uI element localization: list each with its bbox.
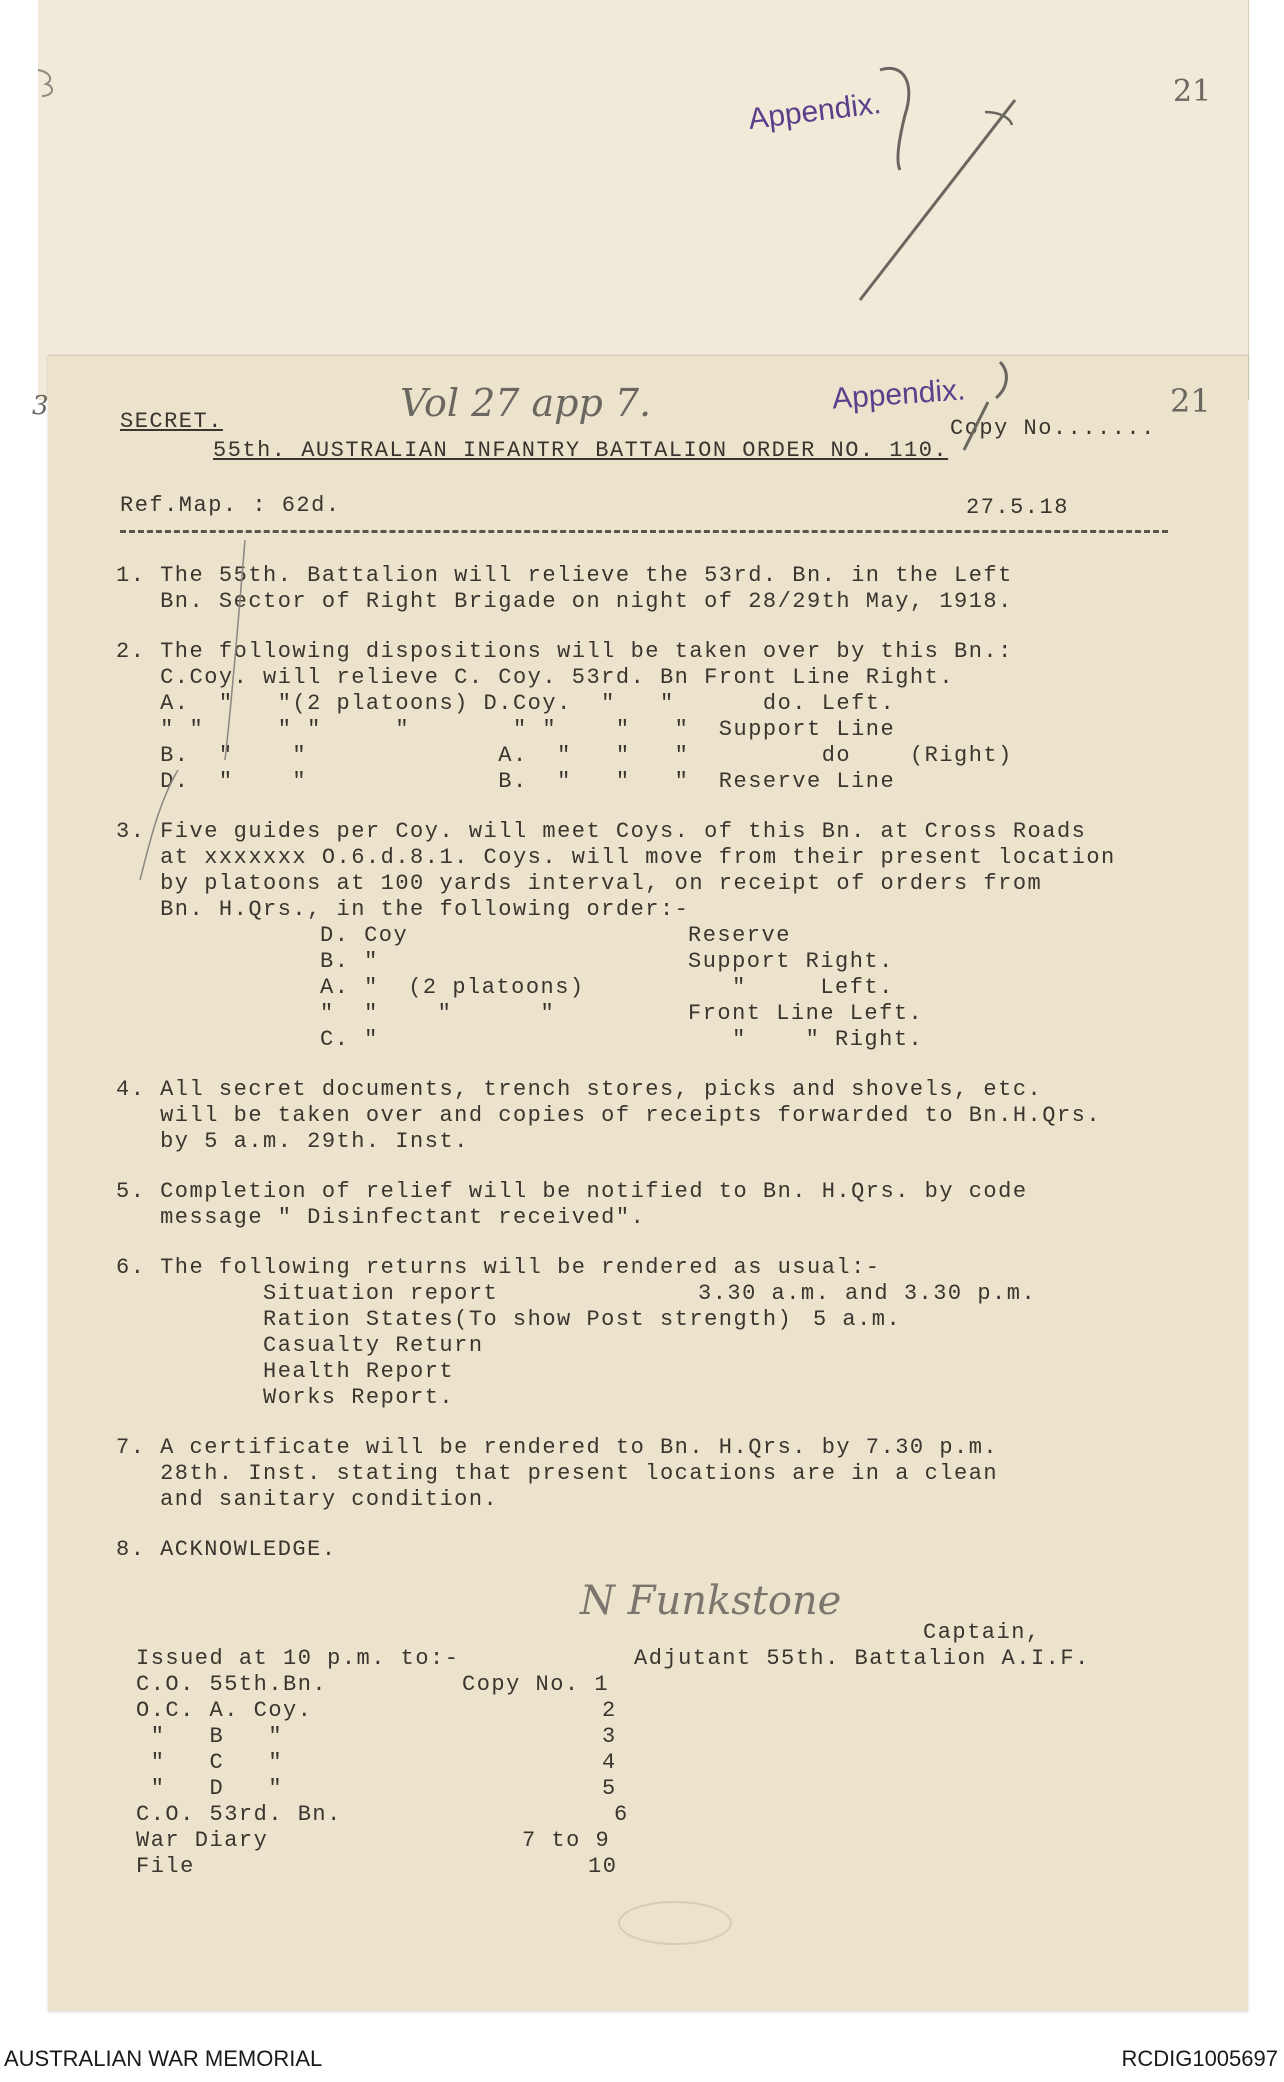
para-2-line-6: D. " " B. " " " Reserve Line	[116, 769, 896, 794]
order-coy: D. Coy	[320, 923, 409, 948]
footer-record-id: RCDIG1005697	[1121, 2046, 1278, 2071]
para-3-line-2: at xxxxxxx O.6.d.8.1. Coys. will move from their present location	[116, 845, 1116, 870]
para-4-line-3: by 5 a.m. 29th. Inst.	[116, 1129, 469, 1154]
order-dest: Front Line Left.	[688, 1001, 924, 1026]
order-dest: Support Right.	[688, 949, 894, 974]
dist-recipient: " D "	[136, 1776, 284, 1801]
dist-copy: 2	[602, 1698, 617, 1723]
page-number-top: 21	[1173, 74, 1212, 109]
embossed-seal	[618, 1901, 732, 1945]
para-4-line-2: will be taken over and copies of receipts forwarded to Bn.H.Qrs.	[116, 1103, 1102, 1128]
footer-archive-name: AUSTRALIAN WAR MEMORIAL	[4, 2046, 323, 2071]
dist-copy: 4	[602, 1750, 617, 1775]
para-6-intro: 6. The following returns will be rendered as usual:-	[116, 1255, 881, 1280]
para-4-line-1: 4. All secret documents, trench stores, picks and shovels, etc.	[116, 1077, 1043, 1102]
para-5-line-2: message " Disinfectant received".	[116, 1205, 646, 1230]
signature-rank: Captain,	[923, 1620, 1041, 1645]
copy-number: Copy No.......	[950, 416, 1156, 441]
order-dest: Reserve	[688, 923, 791, 948]
order-date: 27.5.18	[966, 495, 1069, 520]
margin-mark: 3	[32, 391, 49, 421]
para-3-line-4: Bn. H.Qrs., in the following order:-	[116, 897, 690, 922]
para-3-line-3: by platoons at 100 yards interval, on receipt of orders from	[116, 871, 1043, 896]
dist-recipient: War Diary	[136, 1828, 269, 1853]
para-2-line-2: C.Coy. will relieve C. Coy. 53rd. Bn Front Line Right.	[116, 665, 955, 690]
para-7-line-3: and sanitary condition.	[116, 1487, 499, 1512]
order-dest: " Left.	[688, 975, 894, 1000]
return-name: Works Report.	[263, 1385, 455, 1410]
dist-recipient: C.O. 55th.Bn.	[136, 1672, 328, 1697]
appendix-stamp-top: Appendix.	[746, 86, 883, 137]
dist-recipient: File	[136, 1854, 195, 1879]
para-3-line-1: 3. Five guides per Coy. will meet Coys. of this Bn. at Cross Roads	[116, 819, 1087, 844]
signature-appointment: Adjutant 55th. Battalion A.I.F.	[634, 1646, 1090, 1671]
para-5-line-1: 5. Completion of relief will be notified to Bn. H.Qrs. by code	[116, 1179, 1028, 1204]
para-2-line-1: 2. The following dispositions will be taken over by this Bn.:	[116, 639, 1013, 664]
para-7-line-1: 7. A certificate will be rendered to Bn. H.Qrs. by 7.30 p.m.	[116, 1435, 999, 1460]
para-2-line-4: " " " " " " " " " Support Line	[116, 717, 896, 742]
return-time: 3.30 a.m. and 3.30 p.m.	[698, 1281, 1037, 1306]
dist-recipient: " B "	[136, 1724, 284, 1749]
dist-recipient: O.C. A. Coy.	[136, 1698, 313, 1723]
signature: N Funkstone	[580, 1578, 842, 1624]
para-2-line-5: B. " " A. " " " do (Right)	[116, 743, 1013, 768]
dist-copy: 6	[614, 1802, 629, 1827]
dist-copy: 10	[588, 1854, 618, 1879]
para-2-line-3: A. " "(2 platoons) D.Coy. " " do. Left.	[116, 691, 896, 716]
page-number: 21	[1170, 382, 1211, 420]
order-coy: A. " (2 platoons)	[320, 975, 585, 1000]
return-name: Casualty Return	[263, 1333, 484, 1358]
para-8: 8. ACKNOWLEDGE.	[116, 1537, 337, 1562]
dist-copy: Copy No. 1	[462, 1672, 610, 1697]
pencil-note: Vol 27 app 7.	[400, 381, 652, 425]
dist-copy: 3	[602, 1724, 617, 1749]
return-name: Situation report	[263, 1281, 499, 1306]
issued-line: Issued at 10 p.m. to:-	[136, 1646, 460, 1671]
para-1-line-2: Bn. Sector of Right Brigade on night of 28/29th May, 1918.	[116, 589, 1013, 614]
classification: SECRET.	[120, 409, 223, 434]
return-name: Health Report	[263, 1359, 455, 1384]
return-name: Ration States(To show Post strength)	[263, 1307, 793, 1332]
order-coy: C. "	[320, 1027, 379, 1052]
dist-recipient: C.O. 53rd. Bn.	[136, 1802, 342, 1827]
order-coy: B. "	[320, 949, 379, 974]
para-7-line-2: 28th. Inst. stating that present locations are in a clean	[116, 1461, 999, 1486]
dist-recipient: " C "	[136, 1750, 284, 1775]
para-1-line-1: 1. The 55th. Battalion will relieve the 53rd. Bn. in the Left	[116, 563, 1013, 588]
dist-copy: 7 to 9	[522, 1828, 611, 1853]
dist-copy: 5	[602, 1776, 617, 1801]
ref-map: Ref.Map. : 62d.	[120, 493, 341, 518]
order-dest: " " Right.	[688, 1027, 924, 1052]
appendix-stamp: Appendix.	[830, 373, 967, 416]
order-coy: " " " "	[320, 1001, 556, 1026]
return-time: 5 a.m.	[813, 1307, 902, 1332]
order-title: 55th. AUSTRALIAN INFANTRY BATTALION ORDER NO. 110.	[213, 438, 949, 463]
